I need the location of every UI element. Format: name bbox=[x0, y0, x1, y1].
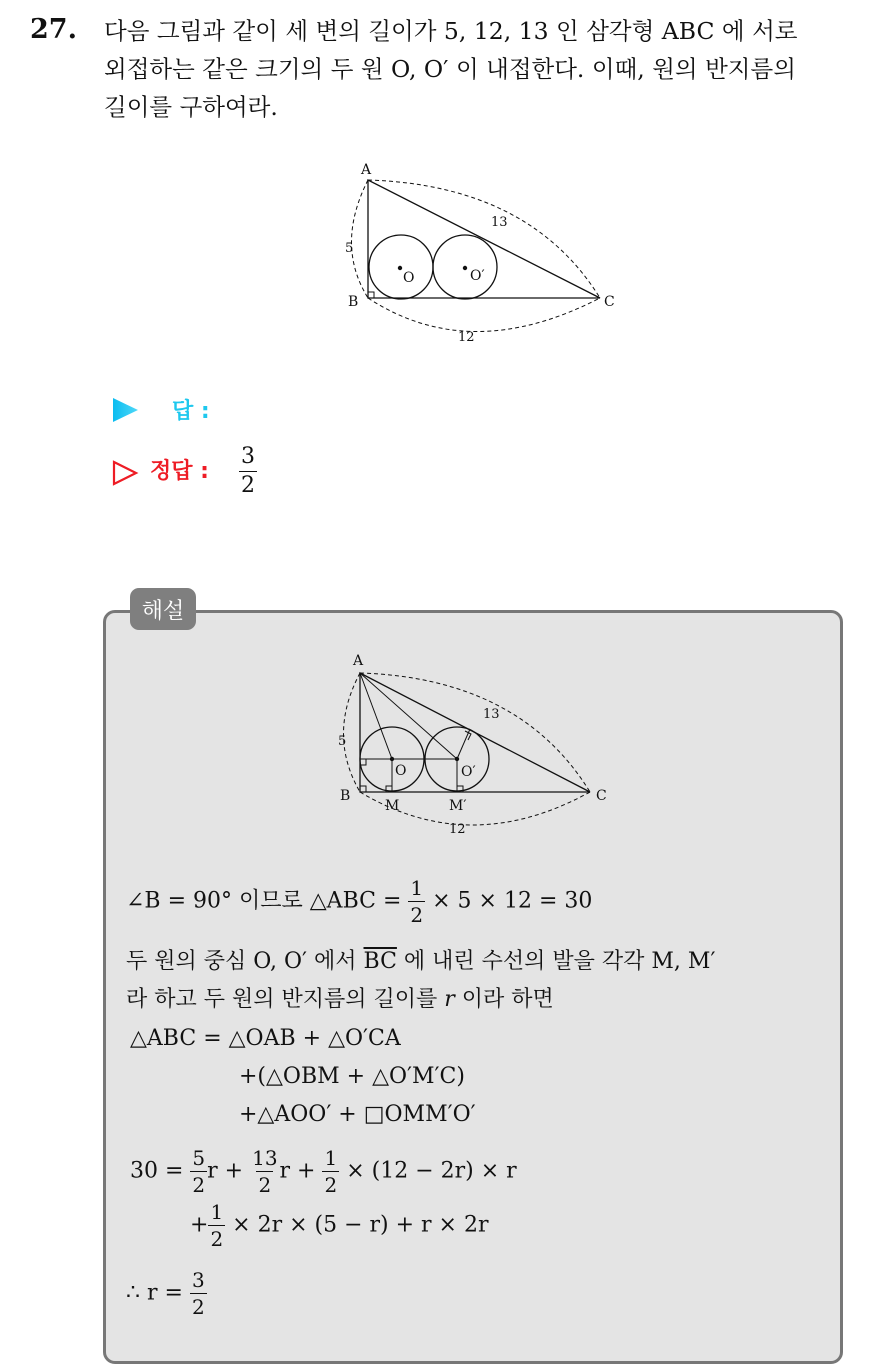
question-line: 다음 그림과 같이 세 변의 길이가 5, 12, 13 인 삼각형 ABC 에 서로 bbox=[104, 17, 798, 45]
solution-line-equation-1: 30 = $\frac{5}{2}$ r + $\frac{13}{2}$ r + $\frac{1}{2}$ × (12 − 2r) × r bbox=[130, 1146, 517, 1197]
solution-tag: 해설 bbox=[130, 588, 196, 630]
question-number: 27. bbox=[30, 14, 77, 45]
solution-line-equation-2: + $\frac{1}{2}$ × 2r × (5 − r) + r × 2r bbox=[190, 1200, 489, 1251]
play-icon bbox=[112, 396, 142, 426]
label-b: B bbox=[348, 294, 359, 310]
solution-figure bbox=[330, 645, 620, 845]
label-side-ab: 5 bbox=[338, 734, 347, 749]
correct-answer-label: 정답 : bbox=[150, 459, 209, 484]
question-line: 외접하는 같은 크기의 두 원 O, O′ 이 내접한다. 이때, 원의 반지름의 bbox=[104, 55, 796, 83]
solution-line-feet: 두 원의 중심 O, O′ 에서 $\overline{BC}$ 에 내린 수선의 발을 각각 M, M′ bbox=[126, 949, 716, 974]
label-c: C bbox=[596, 788, 607, 804]
label-a: A bbox=[361, 162, 372, 178]
label-m-prime: M′ bbox=[449, 798, 467, 814]
solution-line-area: ∠B = 90° 이므로 △ABC = $\frac{1}{2}$ × 5 × 12 = 30 bbox=[126, 876, 593, 927]
segment-ao bbox=[360, 673, 392, 759]
question-line: 길이를 구하여라. bbox=[104, 93, 278, 121]
center-o-prime bbox=[463, 266, 467, 270]
label-o-prime: O′ bbox=[461, 764, 476, 780]
label-side-bc: 12 bbox=[449, 822, 466, 837]
label-o: O bbox=[403, 270, 415, 286]
label-o: O bbox=[395, 763, 407, 779]
center-o bbox=[398, 266, 402, 270]
label-side-bc: 12 bbox=[458, 330, 475, 345]
label-o-prime: O′ bbox=[470, 268, 485, 284]
question-text bbox=[104, 12, 864, 126]
solution-line-decomp-2: +(△OBM + △O′M′C) bbox=[239, 1064, 465, 1089]
label-m: M bbox=[385, 798, 400, 814]
perpendicular-to-ac bbox=[457, 729, 470, 759]
solution-line-decomp-1: △ABC = △OAB + △O′CA bbox=[130, 1026, 401, 1051]
label-a: A bbox=[353, 653, 364, 669]
correct-answer-value: $\frac{3}{2}$ bbox=[241, 444, 255, 498]
solution-line-decomp-3: +△AOO′ + □OMM′O′ bbox=[239, 1102, 476, 1127]
solution-line-radius: 라 하고 두 원의 반지름의 길이를 r 이라 하면 bbox=[126, 987, 554, 1012]
solution-line-result: ∴ r = $\frac{3}{2}$ bbox=[126, 1268, 205, 1319]
center-o-prime bbox=[455, 757, 459, 761]
center-o bbox=[390, 757, 394, 761]
label-b: B bbox=[340, 788, 351, 804]
question-figure bbox=[330, 150, 630, 350]
arc-side-ab bbox=[344, 673, 361, 792]
answer-label: 답 : bbox=[172, 399, 210, 424]
label-c: C bbox=[604, 294, 615, 310]
right-angle-mark bbox=[360, 786, 366, 792]
label-side-ca: 13 bbox=[491, 215, 508, 230]
arc-side-bc bbox=[368, 298, 600, 332]
label-side-ca: 13 bbox=[483, 707, 500, 722]
label-side-ab: 5 bbox=[345, 241, 354, 256]
right-angle-mark bbox=[368, 292, 374, 298]
arc-side-ab bbox=[352, 180, 369, 298]
outline-triangle-icon bbox=[112, 460, 140, 488]
